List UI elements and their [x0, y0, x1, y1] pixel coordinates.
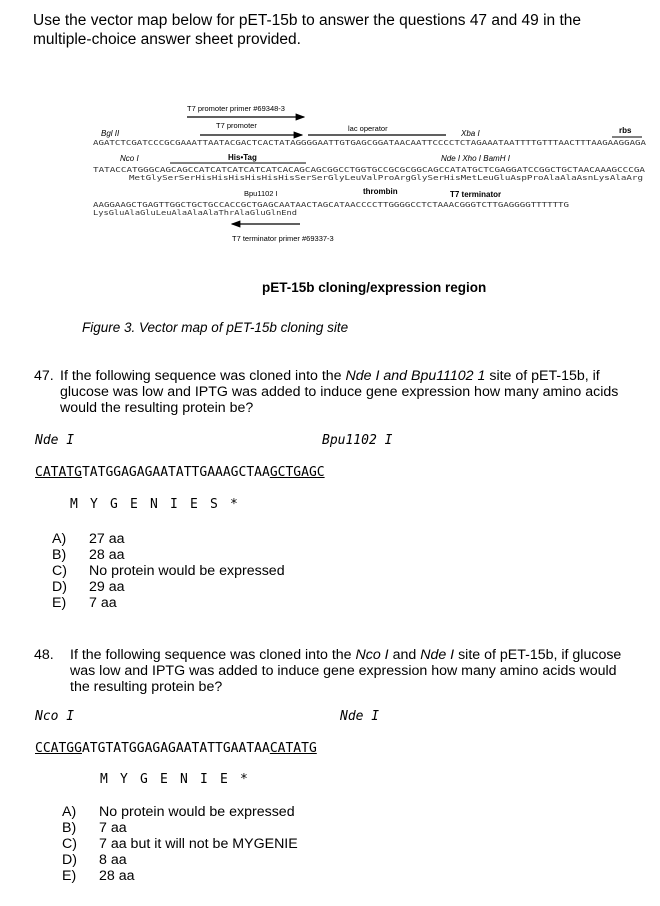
- his-tag-label: His•Tag: [228, 153, 257, 162]
- option-text: 7 aa but it will not be MYGENIE: [99, 836, 298, 852]
- option-letter: D): [52, 579, 67, 595]
- q47-option-d[interactable]: [52, 579, 285, 595]
- q47-aa: E: [190, 497, 198, 512]
- option-letter: E): [52, 595, 67, 611]
- q48-aa: G: [140, 772, 148, 787]
- region-title: pET-15b cloning/expression region: [262, 280, 487, 295]
- q47-site-right: Bpu1102 I: [322, 433, 393, 448]
- option-letter: B): [52, 547, 67, 563]
- question-47: [34, 368, 624, 416]
- option-text: 28 aa: [99, 868, 135, 884]
- q47-options: [52, 531, 285, 611]
- q47-option-b[interactable]: [52, 547, 285, 563]
- q47-text-b: site of pET-15b, if glucose was low and IPTG was added to induce gene expression how many amino acids would the resulting protein be?: [60, 368, 619, 416]
- q48-text-i2: Nde I: [420, 647, 455, 663]
- q48-aa: M: [100, 772, 108, 787]
- q47-seq-nde: CATATG: [35, 465, 82, 480]
- q48-aa: Y: [120, 772, 128, 787]
- q47-aa: E: [130, 497, 138, 512]
- sequence-line-3: AAGGAAGCTGAGTTGGCTGCTGCCACCGCTGAGCAATAACTAGCATAACCCCTTGGGGCCTCTAAACGGGTCTTGAGGGGTTTTTTG: [93, 201, 570, 209]
- lac-operator-label: lac operator: [348, 124, 388, 133]
- q47-aa: Y: [90, 497, 98, 512]
- option-letter: D): [62, 852, 77, 868]
- q48-site-right: Nde I: [340, 709, 380, 724]
- option-text: 7 aa: [89, 595, 117, 611]
- q47-aa: I: [170, 497, 178, 512]
- q47-aa: G: [110, 497, 118, 512]
- option-text: No protein would be expressed: [89, 563, 285, 579]
- q47-option-e[interactable]: [52, 595, 285, 611]
- sequence-line-2: TATACCATGGGCAGCAGCCATCATCATCATCATCACAGCAGCGGCCTGGTGCCGCGCGGCAGCCATATGCTCGAGGATCCGGCTGCTAACAAAGCCCGA: [93, 166, 646, 174]
- xba-label: Xba I: [461, 129, 480, 138]
- option-letter: E): [62, 868, 77, 884]
- thrombin-label: thrombin: [363, 187, 398, 196]
- q47-site-left: Nde I: [35, 433, 75, 448]
- option-letter: A): [52, 531, 67, 547]
- q48-seq-nde: CATATG: [269, 741, 317, 756]
- q48-option-c[interactable]: [62, 836, 298, 852]
- q48-option-a[interactable]: [62, 804, 298, 820]
- q48-text-a: If the following sequence was cloned into the: [70, 647, 356, 663]
- q48-text-b: and: [388, 647, 421, 663]
- q47-aa: S: [210, 497, 218, 512]
- q48-aa: N: [180, 772, 188, 787]
- q48-number: 48.: [34, 647, 54, 663]
- q48-option-b[interactable]: [62, 820, 298, 836]
- q48-options: [62, 804, 298, 884]
- q47-sequence: [35, 465, 325, 480]
- rbs-label: rbs: [619, 126, 632, 135]
- q47-aa: *: [230, 497, 238, 512]
- q47-aa: N: [150, 497, 158, 512]
- protein-line-3: LysGluAlaGluLeuAlaAlaAlaThrAlaGluGlnEnd: [93, 209, 298, 217]
- t7-primer-label: T7 promoter primer #69348-3: [187, 104, 285, 113]
- q48-option-d[interactable]: [62, 852, 298, 868]
- q48-aa: E: [160, 772, 168, 787]
- q47-seq-mid: TATGGAGAGAATATTGAAAGCTAA: [81, 465, 270, 480]
- figure-caption: Figure 3. Vector map of pET-15b cloning site: [82, 320, 349, 335]
- q48-sequence: [35, 741, 317, 756]
- q47-text-a: If the following sequence was cloned into the: [60, 368, 346, 384]
- intro-text: Use the vector map below for pET-15b to answer the questions 47 and 49 in the multiple-choice answer sheet provided.: [33, 12, 581, 48]
- option-text: No protein would be expressed: [99, 804, 295, 820]
- t7-promoter-label: T7 promoter: [216, 121, 257, 130]
- q48-text-i1: Nco I: [355, 647, 389, 663]
- q47-option-c[interactable]: [52, 563, 285, 579]
- t7-term-primer-label: T7 terminator primer #69337-3: [232, 234, 334, 243]
- q48-site-left: Nco I: [35, 709, 75, 724]
- bgl-label: Bgl II: [101, 129, 120, 138]
- protein-line-2: MetGlySerSerHisHisHisHisHisHisSerSerGlyLeuValProArgGlySerHisMetLeuGluAspProAlaAlaAsnLysAlaArg: [129, 174, 644, 182]
- q47-seq-bpu: GCTGAGC: [269, 465, 325, 480]
- option-text: 7 aa: [99, 820, 127, 836]
- q48-seq-mid: ATGTATGGAGAGAATATTGAATAA: [81, 741, 270, 756]
- option-letter: A): [62, 804, 77, 820]
- q48-text-c: site of pET-15b, if glucose was low and IPTG was added to induce gene expression how many amino acids would the resulting protein be?: [70, 647, 622, 695]
- sequence-line-1: AGATCTCGATCCCGCGAAATTAATACGACTCACTATAGGGGAATTGTGAGCGGATAACAATTCCCCTCTAGAAATAATTTTGTTTAACTTTAAGAAGGAGA: [93, 139, 647, 147]
- option-text: 29 aa: [89, 579, 125, 595]
- q47-aa: M: [70, 497, 78, 512]
- q47-aa-seq: [70, 497, 250, 512]
- question-48: [34, 647, 624, 695]
- option-letter: C): [52, 563, 67, 579]
- q48-seq-nco: CCATGG: [35, 741, 82, 756]
- q48-aa: E: [220, 772, 228, 787]
- t7-terminator-label: T7 terminator: [450, 190, 502, 199]
- q47-text-i1: Nde I and Bpu11102 1: [345, 368, 486, 384]
- option-letter: B): [62, 820, 77, 836]
- q47-option-a[interactable]: [52, 531, 285, 547]
- nde-xho-bam-label: Nde I Xho I BamH I: [441, 154, 510, 163]
- q48-aa-seq: [100, 772, 260, 787]
- q47-number: 47.: [34, 368, 54, 384]
- option-letter: C): [62, 836, 77, 852]
- q48-aa: *: [240, 772, 248, 787]
- option-text: 8 aa: [99, 852, 127, 868]
- q48-option-e[interactable]: [62, 868, 298, 884]
- option-text: 28 aa: [89, 547, 125, 563]
- bpu-label: Bpu1102 I: [244, 189, 278, 198]
- option-text: 27 aa: [89, 531, 125, 547]
- nco-label: Nco I: [120, 154, 139, 163]
- q48-aa: I: [200, 772, 208, 787]
